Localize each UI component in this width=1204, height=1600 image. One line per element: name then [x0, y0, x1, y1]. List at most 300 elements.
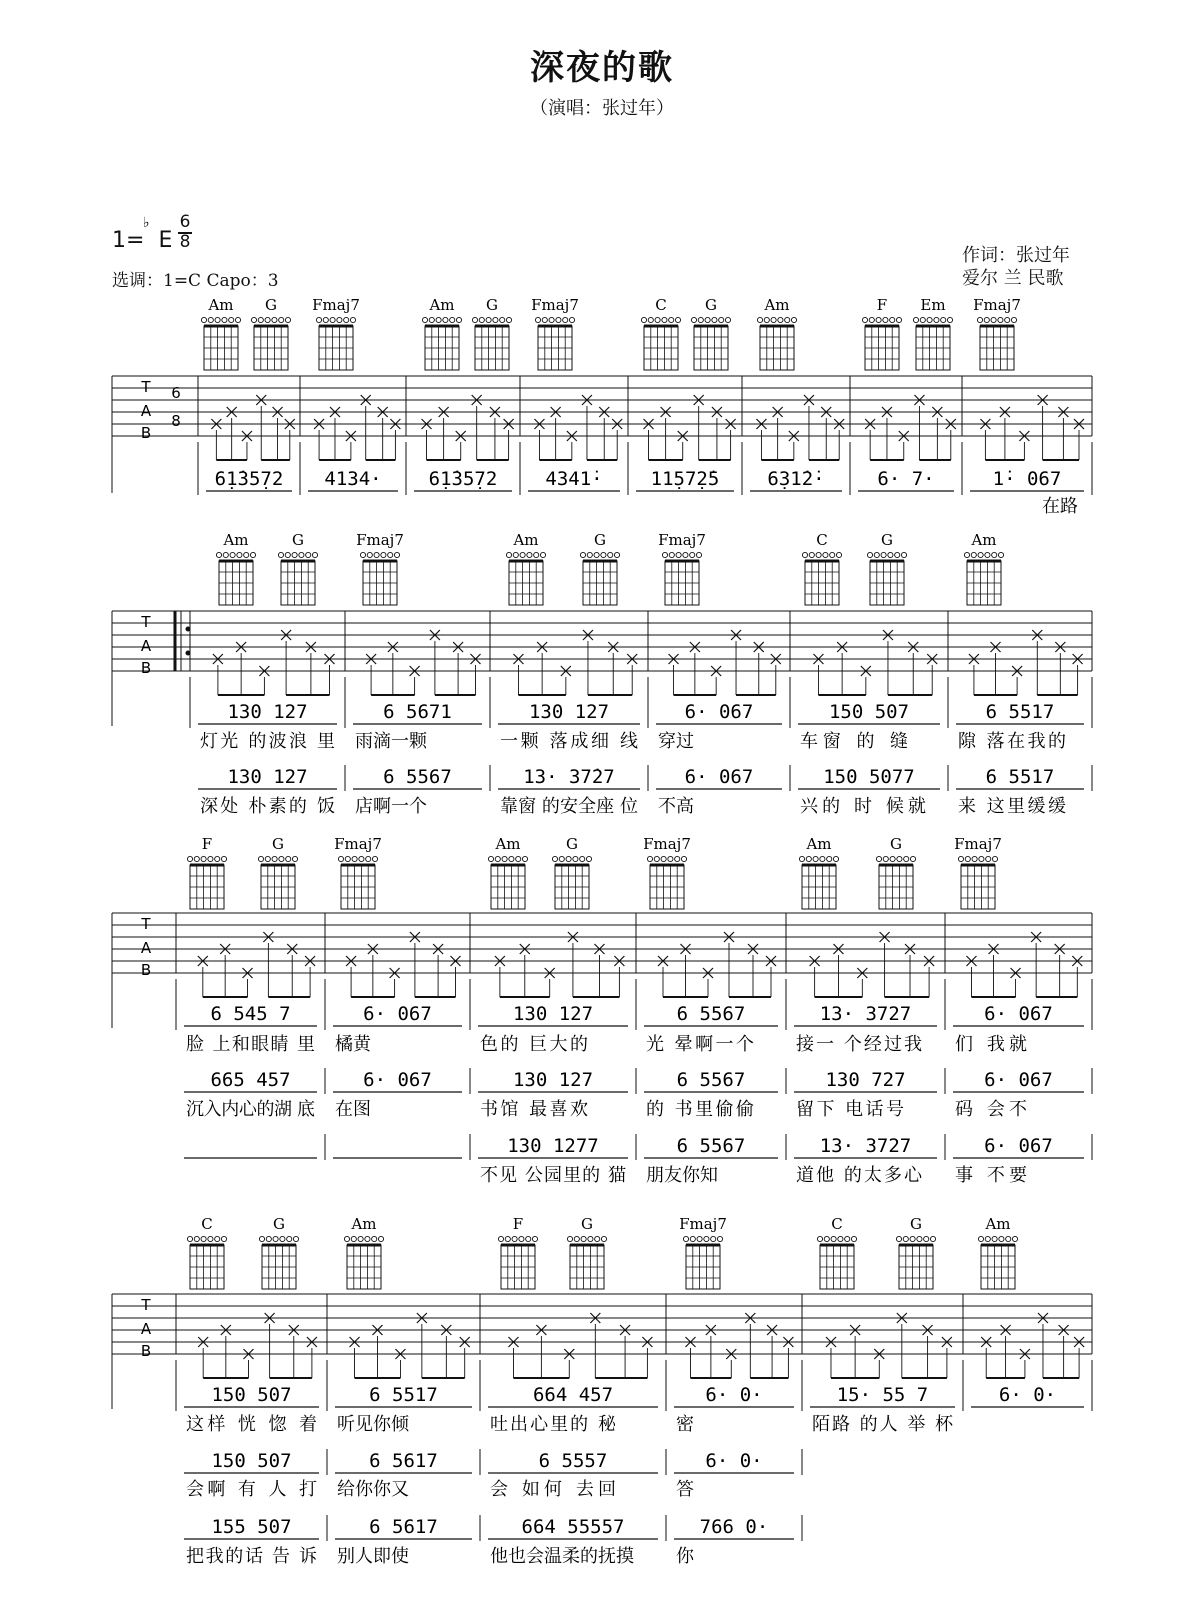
open-string-marker [344, 1236, 349, 1241]
open-string-marker [647, 856, 652, 861]
open-string-marker [563, 317, 568, 322]
open-string-marker [833, 856, 838, 861]
open-string-marker [381, 552, 386, 557]
open-string-marker [820, 856, 825, 861]
lyric-text: 穿过 [658, 731, 694, 752]
open-string-marker [272, 856, 277, 861]
open-string-marker [215, 317, 220, 322]
open-string-marker [350, 317, 355, 322]
open-string-marker [566, 856, 571, 861]
open-string-marker [681, 856, 686, 861]
chord-name: Am [806, 835, 832, 853]
open-string-marker [601, 1236, 606, 1241]
chord-name: Am [208, 296, 234, 314]
open-string-marker [208, 856, 213, 861]
chord-name: Am [495, 835, 521, 853]
lyric-text: 他也会温柔的抚摸 [490, 1546, 634, 1567]
jianpu-measure: 1̇· 067 [992, 468, 1062, 490]
open-string-marker [374, 552, 379, 557]
lyric-text: 隙 落在我的 [958, 731, 1066, 752]
open-string-marker [208, 317, 213, 322]
open-string-marker [388, 552, 393, 557]
chord-name: G [486, 296, 498, 314]
open-string-marker [668, 856, 673, 861]
tab-letter-b: B [140, 1342, 152, 1360]
open-string-marker [532, 1236, 537, 1241]
chord-name: Am [351, 1215, 377, 1233]
open-string-marker [992, 552, 997, 557]
open-string-marker [258, 317, 263, 322]
lyric-text: 听见你倾 [337, 1414, 409, 1435]
open-string-marker [998, 317, 1003, 322]
chord-name: G [273, 1215, 285, 1233]
chord-name: C [831, 1215, 843, 1233]
open-string-marker [690, 552, 695, 557]
open-string-marker [258, 856, 263, 861]
open-string-marker [817, 1236, 822, 1241]
open-string-marker [221, 856, 226, 861]
open-string-marker [367, 552, 372, 557]
chord-name: Fmaj7 [312, 296, 360, 314]
open-string-marker [910, 1236, 915, 1241]
open-string-marker [608, 552, 613, 557]
tab-letter-a: A [140, 402, 152, 420]
open-string-marker [279, 317, 284, 322]
jianpu-measure: 130 127 [512, 1069, 594, 1091]
lyric-text: 雨滴一颗 [355, 731, 427, 752]
open-string-marker [535, 317, 540, 322]
chord-name: Am [513, 531, 539, 549]
lyric-text: 把我的话 告 诉 [186, 1546, 317, 1567]
open-string-marker [1012, 1236, 1017, 1241]
open-string-marker [838, 1236, 843, 1241]
chord-name: Am [429, 296, 455, 314]
jianpu-measure: 6 5517 [985, 766, 1055, 788]
chord-name: C [816, 531, 828, 549]
open-string-marker [359, 856, 364, 861]
open-string-marker [316, 317, 321, 322]
open-string-marker [669, 552, 674, 557]
open-string-marker [669, 317, 674, 322]
chord-name: G [581, 1215, 593, 1233]
open-string-marker [222, 317, 227, 322]
open-string-marker [450, 317, 455, 322]
open-string-marker [903, 1236, 908, 1241]
composer: 爱尔 兰 民歌 [962, 268, 1064, 289]
chord-name: F [201, 835, 213, 853]
open-string-marker [237, 552, 242, 557]
tab-letter-b: B [140, 659, 152, 677]
open-string-marker [285, 552, 290, 557]
open-string-marker [378, 1236, 383, 1241]
jianpu-measure: 150 507 [211, 1384, 292, 1406]
lyric-text: 事 不要 [955, 1165, 1027, 1186]
open-string-marker [890, 317, 895, 322]
chord-name: Am [764, 296, 790, 314]
chord-name: C [655, 296, 667, 314]
open-string-marker [251, 317, 256, 322]
chord-name: G [292, 531, 304, 549]
open-string-marker [830, 552, 835, 557]
open-string-marker [1006, 1236, 1011, 1241]
open-string-marker [509, 856, 514, 861]
open-string-marker [683, 552, 688, 557]
open-string-marker [187, 1236, 192, 1241]
open-string-marker [287, 1236, 292, 1241]
lyric-text: 不见 公园里的 猫 [480, 1165, 626, 1186]
open-string-marker [985, 552, 990, 557]
open-string-marker [338, 856, 343, 861]
open-string-marker [705, 317, 710, 322]
open-string-marker [215, 856, 220, 861]
open-string-marker [292, 856, 297, 861]
jianpu-measure: 6 5517 [985, 701, 1055, 723]
open-string-marker [351, 1236, 356, 1241]
lyric-text: 接一 个经过我 [796, 1034, 922, 1055]
open-string-marker [216, 552, 221, 557]
open-string-marker [229, 317, 234, 322]
open-string-marker [809, 552, 814, 557]
jianpu-measure: 11̣57̣2̇5 [650, 468, 720, 490]
open-string-marker [486, 317, 491, 322]
open-string-marker [876, 317, 881, 322]
jianpu-measure: 6̣1̇35̣72 [214, 468, 284, 490]
jianpu-measure: 150 507 [211, 1450, 292, 1472]
open-string-marker [588, 1236, 593, 1241]
open-string-marker [201, 856, 206, 861]
open-string-marker [266, 1236, 271, 1241]
open-string-marker [992, 1236, 997, 1241]
open-string-marker [725, 317, 730, 322]
open-string-marker [230, 552, 235, 557]
open-string-marker [999, 1236, 1004, 1241]
open-string-marker [867, 552, 872, 557]
jianpu-measure: 6 5567 [676, 1135, 746, 1157]
open-string-marker [201, 1236, 206, 1241]
chord-name: G [594, 531, 606, 549]
open-string-marker [979, 856, 984, 861]
lyric-text: 密 [676, 1414, 694, 1435]
open-string-marker [520, 552, 525, 557]
chord-name: Fmaj7 [973, 296, 1021, 314]
open-string-marker [540, 552, 545, 557]
open-string-marker [573, 856, 578, 861]
open-string-marker [791, 317, 796, 322]
open-string-marker [250, 552, 255, 557]
open-string-marker [845, 1236, 850, 1241]
open-string-marker [654, 856, 659, 861]
open-string-marker [505, 1236, 510, 1241]
chord-name: G [705, 296, 717, 314]
open-string-marker [978, 552, 983, 557]
tab-letter-b: B [140, 424, 152, 442]
jianpu-measure: 150 5077 [823, 766, 915, 788]
lyric-text: 不高 [658, 796, 694, 817]
open-string-marker [456, 317, 461, 322]
open-string-marker [372, 856, 377, 861]
lyric-text: 的 书里偷偷 [646, 1099, 754, 1120]
song-title: 深夜的歌 [530, 48, 674, 88]
open-string-marker [719, 317, 724, 322]
open-string-marker [569, 317, 574, 322]
open-string-marker [265, 856, 270, 861]
open-string-marker [998, 552, 1003, 557]
repeat-dot [186, 651, 191, 656]
open-string-marker [690, 1236, 695, 1241]
open-string-marker [344, 317, 349, 322]
open-string-marker [691, 317, 696, 322]
open-string-marker [614, 552, 619, 557]
open-string-marker [394, 552, 399, 557]
open-string-marker [655, 317, 660, 322]
open-string-marker [526, 1236, 531, 1241]
jianpu-measure: 6· 067 [684, 766, 754, 788]
open-string-marker [366, 856, 371, 861]
chord-name: Fmaj7 [658, 531, 706, 549]
open-string-marker [587, 552, 592, 557]
open-string-marker [827, 856, 832, 861]
tab-letter-t: T [141, 1296, 151, 1314]
jianpu-measure: 6· 067 [363, 1003, 432, 1025]
lyric-text: 光 晕啊一个 [646, 1034, 754, 1055]
open-string-marker [479, 317, 484, 322]
chord-name: G [881, 531, 893, 549]
open-string-marker [502, 856, 507, 861]
open-string-marker [785, 317, 790, 322]
lyric-text: 道他 的太多心 [796, 1165, 922, 1186]
chord-name: G [272, 835, 284, 853]
open-string-marker [493, 317, 498, 322]
chord-name: Em [920, 296, 946, 314]
open-string-marker [285, 317, 290, 322]
time-bottom: 8 [179, 232, 191, 252]
open-string-marker [977, 317, 982, 322]
open-string-marker [851, 1236, 856, 1241]
lyric-text: 店啊一个 [355, 796, 427, 817]
open-string-marker [831, 1236, 836, 1241]
jianpu-measure: 6̣1̇35̣72 [428, 468, 498, 490]
open-string-marker [522, 856, 527, 861]
open-string-marker [799, 856, 804, 861]
jianpu-measure: 6· 0· [705, 1450, 763, 1472]
open-string-marker [927, 317, 932, 322]
open-string-marker [675, 317, 680, 322]
lyric-text: 陌路 的人 举 杯 [812, 1414, 953, 1435]
open-string-marker [947, 317, 952, 322]
open-string-marker [365, 1236, 370, 1241]
open-string-marker [958, 856, 963, 861]
open-string-marker [874, 552, 879, 557]
lyric-text: 会啊 有 人 打 [186, 1479, 317, 1500]
jianpu-measure: 6· 067 [984, 1003, 1053, 1025]
open-string-marker [513, 552, 518, 557]
jianpu-measure: 6 5557 [538, 1450, 608, 1472]
open-string-marker [586, 856, 591, 861]
jianpu-measure: 6· 0· [998, 1384, 1057, 1406]
chord-name: G [265, 296, 277, 314]
open-string-marker [278, 552, 283, 557]
chord-name: Fmaj7 [954, 835, 1002, 853]
tab-letter-t: T [141, 915, 151, 933]
chord-name: Am [971, 531, 997, 549]
lyric-text: 一颗 落成细 线 [500, 731, 638, 752]
open-string-marker [904, 856, 909, 861]
open-string-marker [372, 1236, 377, 1241]
open-string-marker [506, 552, 511, 557]
lyricist: 作词：张过年 [962, 245, 1070, 266]
open-string-marker [345, 856, 350, 861]
tab-letter-t: T [141, 378, 151, 396]
song-performer: （演唱：张过年） [530, 98, 674, 119]
tab-time-bottom: 8 [171, 412, 181, 430]
open-string-marker [580, 552, 585, 557]
lyric-text: 脸 上和眼睛 里 [186, 1034, 315, 1055]
open-string-marker [972, 856, 977, 861]
open-string-marker [422, 317, 427, 322]
lyric-text: 靠窗 的安全座 位 [500, 796, 638, 817]
open-string-marker [201, 317, 206, 322]
open-string-marker [259, 1236, 264, 1241]
open-string-marker [806, 856, 811, 861]
open-string-marker [443, 317, 448, 322]
jianpu-measure: 15· 55 7 [836, 1384, 929, 1406]
open-string-marker [559, 856, 564, 861]
tab-letter-a: A [140, 939, 152, 957]
open-string-marker [992, 856, 997, 861]
open-string-marker [358, 1236, 363, 1241]
open-string-marker [985, 1236, 990, 1241]
jianpu-measure: 130 127 [227, 766, 308, 788]
open-string-marker [516, 856, 521, 861]
jianpu-measure: 6· 067 [684, 701, 754, 723]
open-string-marker [601, 552, 606, 557]
repeat-dot [186, 627, 191, 632]
time-top: 6 [179, 212, 191, 232]
open-string-marker [194, 856, 199, 861]
open-string-marker [771, 317, 776, 322]
jianpu-measure: 4134· [324, 468, 382, 490]
open-string-marker [208, 1236, 213, 1241]
open-string-marker [215, 1236, 220, 1241]
chord-name: G [566, 835, 578, 853]
open-string-marker [924, 1236, 929, 1241]
jianpu-measure: 130 1277 [507, 1135, 599, 1157]
jianpu-measure: 664 55557 [521, 1516, 625, 1538]
open-string-marker [436, 317, 441, 322]
open-string-marker [675, 856, 680, 861]
jianpu-measure: 6 5617 [369, 1516, 438, 1538]
lyric-text: 给你你又 [337, 1479, 409, 1500]
open-string-marker [896, 1236, 901, 1241]
open-string-marker [495, 856, 500, 861]
open-string-marker [971, 552, 976, 557]
open-string-marker [712, 317, 717, 322]
open-string-marker [292, 552, 297, 557]
open-string-marker [661, 856, 666, 861]
jianpu-measure: 4341̇· [545, 468, 603, 490]
jianpu-measure: 6· 0· [705, 1384, 763, 1406]
open-string-marker [594, 552, 599, 557]
lyric-text: 们 我就 [955, 1034, 1027, 1055]
open-string-marker [802, 552, 807, 557]
open-string-marker [930, 1236, 935, 1241]
open-string-marker [901, 552, 906, 557]
chord-name: G [890, 835, 902, 853]
jianpu-measure: 6· 7· [877, 468, 935, 490]
open-string-marker [823, 552, 828, 557]
open-string-marker [896, 317, 901, 322]
open-string-marker [506, 317, 511, 322]
open-string-marker [704, 1236, 709, 1241]
open-string-marker [293, 1236, 298, 1241]
open-string-marker [920, 317, 925, 322]
lyric-text: 在路 [1042, 496, 1078, 517]
open-string-marker [881, 552, 886, 557]
key-prefix: 1= [112, 228, 145, 253]
open-string-marker [984, 317, 989, 322]
lyric-text: 灯光 的波浪 里 [200, 731, 335, 752]
lyric-text: 色的 巨大的 [480, 1034, 588, 1055]
tab-time-top: 6 [171, 384, 181, 402]
open-string-marker [299, 552, 304, 557]
open-string-marker [991, 317, 996, 322]
open-string-marker [279, 856, 284, 861]
open-string-marker [187, 856, 192, 861]
open-string-marker [917, 1236, 922, 1241]
lyric-text: 码 会不 [955, 1099, 1027, 1120]
open-string-marker [429, 317, 434, 322]
open-string-marker [941, 317, 946, 322]
open-string-marker [757, 317, 762, 322]
jianpu-measure: 766 0· [699, 1516, 769, 1538]
tab-letter-a: A [140, 637, 152, 655]
open-string-marker [280, 1236, 285, 1241]
jianpu-measure: 6· 067 [363, 1069, 432, 1091]
open-string-marker [876, 856, 881, 861]
chord-name: F [512, 1215, 524, 1233]
jianpu-measure: 6 5517 [369, 1384, 438, 1406]
open-string-marker [552, 856, 557, 861]
open-string-marker [888, 552, 893, 557]
open-string-marker [897, 856, 902, 861]
open-string-marker [549, 317, 554, 322]
lyric-text: 别人即使 [337, 1546, 409, 1567]
open-string-marker [869, 317, 874, 322]
chord-name: Fmaj7 [531, 296, 579, 314]
jianpu-measure: 13· 3727 [819, 1135, 912, 1157]
chord-name: Fmaj7 [356, 531, 404, 549]
jianpu-measure: 6 5567 [676, 1069, 746, 1091]
open-string-marker [964, 552, 969, 557]
open-string-marker [574, 1236, 579, 1241]
open-string-marker [986, 856, 991, 861]
chord-name: Fmaj7 [643, 835, 691, 853]
jianpu-measure: 150 507 [828, 701, 910, 723]
jianpu-measure: 155 507 [211, 1516, 292, 1538]
chord-name: Am [985, 1215, 1011, 1233]
open-string-marker [472, 317, 477, 322]
open-string-marker [273, 1236, 278, 1241]
open-string-marker [895, 552, 900, 557]
open-string-marker [778, 317, 783, 322]
open-string-marker [498, 1236, 503, 1241]
open-string-marker [235, 317, 240, 322]
open-string-marker [662, 317, 667, 322]
open-string-marker [488, 856, 493, 861]
jianpu-measure: 664 457 [532, 1384, 614, 1406]
jianpu-measure: 6 5567 [383, 766, 452, 788]
tuning-info: 选调：1=C Capo：3 [112, 271, 279, 291]
